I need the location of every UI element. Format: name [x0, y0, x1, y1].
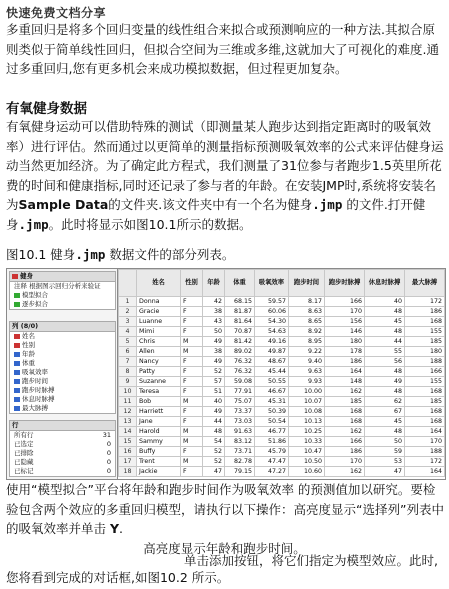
- table-cell[interactable]: Bob: [137, 397, 181, 407]
- table-cell[interactable]: 81.42: [225, 337, 255, 347]
- column-header[interactable]: 体重: [225, 270, 255, 297]
- table-cell[interactable]: 8.95: [289, 337, 325, 347]
- rows-info: 已排除 0: [14, 449, 111, 457]
- table-cell[interactable]: 170: [325, 457, 365, 467]
- table-cell[interactable]: 10.13: [289, 417, 325, 427]
- table-cell[interactable]: Teresa: [137, 387, 181, 397]
- table-cell[interactable]: 73.71: [225, 447, 255, 457]
- table-cell[interactable]: 10.33: [289, 437, 325, 447]
- table-cell[interactable]: Harriett: [137, 407, 181, 417]
- table-cell[interactable]: 60.06: [255, 307, 289, 317]
- table-cell[interactable]: 10.25: [289, 427, 325, 437]
- table-cell[interactable]: 40: [365, 297, 405, 307]
- row-number[interactable]: 17: [119, 457, 137, 467]
- table-row[interactable]: [119, 317, 445, 327]
- table-cell[interactable]: Mimi: [137, 327, 181, 337]
- table-cell[interactable]: 48: [203, 427, 225, 437]
- script-item[interactable]: 逐步拟合: [10, 300, 115, 309]
- table-cell[interactable]: 188: [405, 357, 445, 367]
- row-number[interactable]: 8: [119, 367, 137, 377]
- fitness-paragraph: 有氧健身运动可以借助特殊的测试（即测量某人跑步达到指定距离时的吸氧效率）进行评估。然而通过以更简单的测量指标预测吸氧效率的公式来评估健身运动当然更加经济。为了确定此方程式，我们测量了31位参与者跑步1.5英里所花费的时间和健康指标,同时还记录了参与者的年龄。在安装JMP时,系统将安装名为Sample Data的文件夹.该文件夹中有一个名为健身.jmp 的文件.打开健身.jmp。此时将显示如图10.1所示的数据。: [6, 119, 444, 232]
- table-cell[interactable]: 62: [365, 397, 405, 407]
- row-number-header[interactable]: [119, 270, 137, 297]
- column-header[interactable]: 休息时脉搏: [365, 270, 405, 297]
- table-cell[interactable]: M: [181, 397, 203, 407]
- table-cell[interactable]: 89.02: [225, 347, 255, 357]
- table-cell[interactable]: 77.91: [225, 387, 255, 397]
- data-grid: [118, 269, 445, 477]
- row-number[interactable]: 1: [119, 297, 137, 307]
- table-cell[interactable]: 186: [325, 447, 365, 457]
- table-cell[interactable]: 164: [405, 427, 445, 437]
- table-row[interactable]: [119, 327, 445, 337]
- table-cell[interactable]: 9.93: [289, 377, 325, 387]
- column-header[interactable]: 姓名: [137, 270, 181, 297]
- table-cell[interactable]: 38: [203, 347, 225, 357]
- table-cell[interactable]: 59.08: [225, 377, 255, 387]
- table-cell[interactable]: 81.87: [225, 307, 255, 317]
- row-number[interactable]: 15: [119, 437, 137, 447]
- table-cell[interactable]: 162: [325, 387, 365, 397]
- table-cell[interactable]: 166: [325, 297, 365, 307]
- row-number[interactable]: 2: [119, 307, 137, 317]
- table-cell[interactable]: 50: [203, 327, 225, 337]
- row-number[interactable]: 3: [119, 317, 137, 327]
- table-row[interactable]: [119, 407, 445, 417]
- table-cell[interactable]: 82.78: [225, 457, 255, 467]
- column-header[interactable]: 跑步时间: [289, 270, 325, 297]
- table-info-pane: [9, 271, 116, 310]
- table-cell[interactable]: 48: [365, 307, 405, 317]
- table-cell[interactable]: 186: [405, 307, 445, 317]
- table-cell[interactable]: 49: [365, 377, 405, 387]
- row-number[interactable]: 10: [119, 387, 137, 397]
- table-cell[interactable]: 70.87: [225, 327, 255, 337]
- table-cell[interactable]: 83.12: [225, 437, 255, 447]
- table-cell[interactable]: 44: [365, 337, 405, 347]
- table-cell[interactable]: F: [181, 317, 203, 327]
- table-cell[interactable]: Allen: [137, 347, 181, 357]
- table-cell[interactable]: 42: [203, 297, 225, 307]
- figure-caption: 图10.1 健身.jmp 数据文件的部分列表。: [6, 247, 235, 262]
- table-cell[interactable]: 49.87: [255, 347, 289, 357]
- table-cell[interactable]: F: [181, 407, 203, 417]
- table-cell[interactable]: 75.07: [225, 397, 255, 407]
- column-icon: [14, 352, 20, 357]
- column-item[interactable]: 吸氧效率: [10, 368, 115, 377]
- table-cell[interactable]: F: [181, 417, 203, 427]
- step-add: 单击添加按钮，将它们指定为模型效应。此时,: [184, 553, 438, 568]
- table-cell[interactable]: 38: [203, 307, 225, 317]
- column-icon: [14, 334, 20, 339]
- table-cell[interactable]: 146: [325, 327, 365, 337]
- closing-paragraph: 您将看到完成的对话框,如图10.2 所示。: [6, 570, 230, 585]
- table-cell[interactable]: 57: [203, 377, 225, 387]
- column-item[interactable]: 跑步时脉搏: [10, 386, 115, 395]
- rows-pane: [9, 420, 116, 477]
- table-row[interactable]: [119, 447, 445, 457]
- column-header[interactable]: 跑步时脉搏: [325, 270, 365, 297]
- table-cell[interactable]: 9.22: [289, 347, 325, 357]
- table-cell[interactable]: 168: [405, 407, 445, 417]
- column-item[interactable]: 休息时脉搏: [10, 395, 115, 404]
- table-cell[interactable]: F: [181, 387, 203, 397]
- table-cell[interactable]: 48: [365, 427, 405, 437]
- table-cell[interactable]: 162: [325, 467, 365, 477]
- table-cell[interactable]: 10.07: [289, 397, 325, 407]
- column-icon: [14, 343, 20, 348]
- column-icon: [14, 379, 20, 384]
- table-cell[interactable]: 45.44: [255, 367, 289, 377]
- table-cell[interactable]: 49.16: [255, 337, 289, 347]
- table-cell[interactable]: 155: [405, 377, 445, 387]
- column-header[interactable]: 最大脉搏: [405, 270, 445, 297]
- table-row[interactable]: [119, 457, 445, 467]
- table-cell[interactable]: 49: [203, 357, 225, 367]
- table-cell[interactable]: 47: [365, 467, 405, 477]
- table-row[interactable]: [119, 417, 445, 427]
- table-cell[interactable]: 172: [405, 457, 445, 467]
- table-cell[interactable]: 185: [405, 337, 445, 347]
- table-cell[interactable]: Donna: [137, 297, 181, 307]
- table-cell[interactable]: 188: [405, 447, 445, 457]
- site-watermark-title: 快速免费文档分享: [6, 6, 107, 20]
- table-cell[interactable]: 54: [203, 437, 225, 447]
- row-number[interactable]: 4: [119, 327, 137, 337]
- table-cell[interactable]: M: [181, 437, 203, 447]
- table-cell[interactable]: 52: [203, 457, 225, 467]
- column-item[interactable]: 跑步时间: [10, 377, 115, 386]
- table-cell[interactable]: 76.32: [225, 367, 255, 377]
- table-cell[interactable]: 186: [325, 357, 365, 367]
- table-cell[interactable]: 170: [325, 307, 365, 317]
- table-row[interactable]: [119, 387, 445, 397]
- row-number[interactable]: 5: [119, 337, 137, 347]
- table-cell[interactable]: Chris: [137, 337, 181, 347]
- table-cell[interactable]: 10.08: [289, 407, 325, 417]
- table-cell[interactable]: 185: [405, 397, 445, 407]
- table-cell[interactable]: 172: [405, 297, 445, 307]
- column-item[interactable]: 最大脉搏: [10, 404, 115, 413]
- table-cell[interactable]: F: [181, 377, 203, 387]
- table-cell[interactable]: F: [181, 297, 203, 307]
- table-cell[interactable]: 9.40: [289, 357, 325, 367]
- table-row[interactable]: [119, 367, 445, 377]
- table-cell[interactable]: F: [181, 307, 203, 317]
- table-row[interactable]: [119, 337, 445, 347]
- table-cell[interactable]: 73.37: [225, 407, 255, 417]
- row-number[interactable]: 18: [119, 467, 137, 477]
- table-cell[interactable]: 56: [365, 357, 405, 367]
- table-cell[interactable]: 10.50: [289, 457, 325, 467]
- table-cell[interactable]: 164: [325, 367, 365, 377]
- table-cell[interactable]: 45: [365, 317, 405, 327]
- table-cell[interactable]: 180: [405, 347, 445, 357]
- table-cell[interactable]: 9.63: [289, 367, 325, 377]
- table-cell[interactable]: 68.15: [225, 297, 255, 307]
- data-table-screenshot: [6, 268, 446, 480]
- table-cell[interactable]: 168: [405, 317, 445, 327]
- table-row[interactable]: [119, 347, 445, 357]
- script-icon: [14, 302, 20, 307]
- column-item[interactable]: 年龄: [10, 350, 115, 359]
- table-cell[interactable]: 52: [203, 367, 225, 377]
- table-cell[interactable]: M: [181, 337, 203, 347]
- rows-header: 行: [10, 421, 115, 431]
- table-cell[interactable]: 53: [365, 457, 405, 467]
- table-cell[interactable]: F: [181, 447, 203, 457]
- columns-header: 列 (8/0): [10, 322, 115, 332]
- row-number[interactable]: 14: [119, 427, 137, 437]
- table-cell[interactable]: 45.79: [255, 447, 289, 457]
- row-number[interactable]: 9: [119, 377, 137, 387]
- table-cell[interactable]: 50.39: [255, 407, 289, 417]
- table-cell[interactable]: 48: [365, 387, 405, 397]
- table-cell[interactable]: 73.03: [225, 417, 255, 427]
- row-number[interactable]: 7: [119, 357, 137, 367]
- table-cell[interactable]: 10.60: [289, 467, 325, 477]
- table-cell[interactable]: Gracie: [137, 307, 181, 317]
- table-cell[interactable]: 51: [203, 387, 225, 397]
- table-cell[interactable]: Sammy: [137, 437, 181, 447]
- table-cell[interactable]: M: [181, 427, 203, 437]
- table-cell[interactable]: 10.47: [289, 447, 325, 457]
- table-panel: [7, 269, 118, 479]
- table-cell[interactable]: 55: [365, 347, 405, 357]
- table-cell[interactable]: 8.92: [289, 327, 325, 337]
- table-cell[interactable]: 54.30: [255, 317, 289, 327]
- rows-info: 所有行 31: [14, 431, 111, 439]
- table-cell[interactable]: M: [181, 457, 203, 467]
- rows-info: 已选定 0: [14, 440, 111, 448]
- table-cell[interactable]: 43: [203, 317, 225, 327]
- row-number[interactable]: 11: [119, 397, 137, 407]
- table-cell[interactable]: 49: [203, 337, 225, 347]
- table-cell[interactable]: 166: [405, 367, 445, 377]
- table-cell[interactable]: 48: [365, 367, 405, 377]
- script-icon: [14, 293, 20, 298]
- row-number[interactable]: 12: [119, 407, 137, 417]
- script-item[interactable]: 模型拟合: [10, 291, 115, 300]
- table-cell[interactable]: 47.47: [255, 457, 289, 467]
- table-row[interactable]: [119, 357, 445, 367]
- column-item[interactable]: 姓名: [10, 332, 115, 341]
- table-row[interactable]: [119, 397, 445, 407]
- table-row[interactable]: [119, 467, 445, 477]
- table-cell[interactable]: 162: [325, 427, 365, 437]
- rows-info: 已标记 0: [14, 467, 111, 475]
- table-cell[interactable]: Trent: [137, 457, 181, 467]
- column-icon: [14, 397, 20, 402]
- table-cell[interactable]: 156: [325, 317, 365, 327]
- column-header[interactable]: 吸氧效率: [255, 270, 289, 297]
- column-item[interactable]: 体重: [10, 359, 115, 368]
- table-cell[interactable]: 10.00: [289, 387, 325, 397]
- table-cell[interactable]: Jane: [137, 417, 181, 427]
- table-cell[interactable]: 47.27: [255, 467, 289, 477]
- table-cell[interactable]: 59: [365, 447, 405, 457]
- table-cell[interactable]: 8.17: [289, 297, 325, 307]
- column-icon: [14, 388, 20, 393]
- table-title: 健身: [10, 272, 115, 282]
- section-heading: 有氧健身数据: [6, 101, 87, 117]
- table-cell[interactable]: F: [181, 467, 203, 477]
- columns-pane: [9, 321, 116, 414]
- column-icon: [14, 406, 20, 411]
- table-row[interactable]: [119, 437, 445, 447]
- table-cell[interactable]: 166: [325, 437, 365, 447]
- table-cell[interactable]: 47: [203, 467, 225, 477]
- table-cell[interactable]: Luanne: [137, 317, 181, 327]
- instruction-paragraph: 使用“模型拟合”平台将年龄和跑步时间作为吸氧效率 的预测值加以研究。要检验包含两个效应的多重回归模型，请执行以下操作：高亮度显示“选择列”列表中的吸氧效率并单击 Y.: [6, 482, 444, 537]
- table-cell[interactable]: 81.64: [225, 317, 255, 327]
- row-number[interactable]: 16: [119, 447, 137, 457]
- table-cell[interactable]: 170: [405, 437, 445, 447]
- table-cell[interactable]: 51.86: [255, 437, 289, 447]
- table-cell[interactable]: 180: [325, 337, 365, 347]
- table-cell[interactable]: Jackie: [137, 467, 181, 477]
- table-cell[interactable]: Suzanne: [137, 377, 181, 387]
- row-number[interactable]: 13: [119, 417, 137, 427]
- table-cell[interactable]: 59.57: [255, 297, 289, 307]
- table-cell[interactable]: 45.31: [255, 397, 289, 407]
- table-note: 注释 根据图示回归分析来验证: [14, 282, 101, 290]
- table-cell[interactable]: 50.55: [255, 377, 289, 387]
- table-cell[interactable]: 50: [365, 437, 405, 447]
- table-cell[interactable]: M: [181, 347, 203, 357]
- table-cell[interactable]: 46.67: [255, 387, 289, 397]
- table-cell[interactable]: 164: [405, 467, 445, 477]
- table-cell[interactable]: 79.15: [225, 467, 255, 477]
- table-cell[interactable]: Buffy: [137, 447, 181, 457]
- table-cell[interactable]: 48.67: [255, 357, 289, 367]
- table-cell[interactable]: 67: [365, 407, 405, 417]
- table-cell[interactable]: F: [181, 327, 203, 337]
- column-icon: [14, 361, 20, 366]
- column-item[interactable]: 性别: [10, 341, 115, 350]
- table-cell[interactable]: 155: [405, 327, 445, 337]
- table-cell[interactable]: 168: [325, 407, 365, 417]
- row-number[interactable]: 6: [119, 347, 137, 357]
- table-cell[interactable]: 44: [203, 417, 225, 427]
- table-cell[interactable]: 8.65: [289, 317, 325, 327]
- table-cell[interactable]: 50.54: [255, 417, 289, 427]
- table-cell[interactable]: 54.63: [255, 327, 289, 337]
- table-cell[interactable]: 46.77: [255, 427, 289, 437]
- table-cell[interactable]: 178: [325, 347, 365, 357]
- table-row[interactable]: [119, 307, 445, 317]
- table-row[interactable]: [119, 377, 445, 387]
- table-row[interactable]: [119, 297, 445, 307]
- table-cell[interactable]: 185: [325, 397, 365, 407]
- table-cell[interactable]: 40: [203, 397, 225, 407]
- step-highlight: 高亮度显示年龄和跑步时间。: [143, 541, 306, 556]
- table-cell[interactable]: Nancy: [137, 357, 181, 367]
- table-cell[interactable]: 168: [405, 417, 445, 427]
- table-cell[interactable]: 91.63: [225, 427, 255, 437]
- column-header[interactable]: 性别: [181, 270, 203, 297]
- column-icon: [14, 370, 20, 375]
- table-cell[interactable]: F: [181, 367, 203, 377]
- table-cell[interactable]: 168: [325, 417, 365, 427]
- table-cell[interactable]: 45: [365, 417, 405, 427]
- table-cell[interactable]: 52: [203, 447, 225, 457]
- table-cell[interactable]: Harold: [137, 427, 181, 437]
- table-cell[interactable]: 49: [203, 407, 225, 417]
- table-row[interactable]: [119, 427, 445, 437]
- table-cell[interactable]: F: [181, 357, 203, 367]
- intro-paragraph: 多重回归是将多个回归变量的线性组合来拟合或预测响应的一种方法.其拟合原则类似于简单线性回归，但拟合空间为三维或多维,这就加大了可视化的难度.通过多重回归,您有更多机会来成功模拟数据，但过程更加复杂。: [6, 22, 439, 77]
- rows-info: 已隐藏 0: [14, 458, 111, 466]
- table-cell[interactable]: 148: [325, 377, 365, 387]
- table-cell[interactable]: 168: [405, 387, 445, 397]
- column-header[interactable]: 年龄: [203, 270, 225, 297]
- table-cell[interactable]: 8.63: [289, 307, 325, 317]
- table-cell[interactable]: Patty: [137, 367, 181, 377]
- table-cell[interactable]: 76.32: [225, 357, 255, 367]
- table-cell[interactable]: 48: [365, 327, 405, 337]
- table-icon: [12, 274, 18, 279]
